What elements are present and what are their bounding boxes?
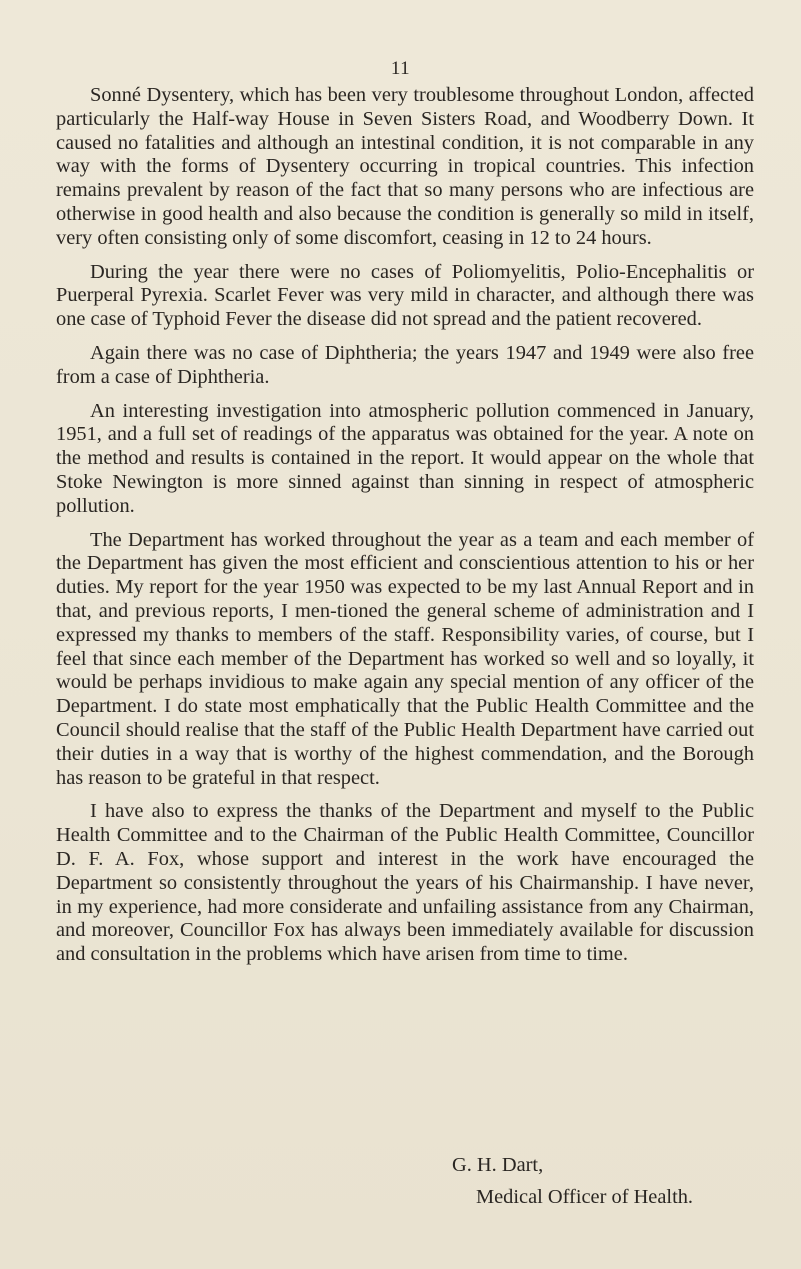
signatory-name: G. H. Dart, (452, 1154, 544, 1176)
paragraph-thanks-committee: I have also to express the thanks of the Department and myself to the Public Health Committee and to the Chairman of the Public Health Committee, Councillor D. F. A. Fox, whose support and interest in the work have encouraged the Department so consistently throughout the years of his Chairmanship. I have never, in my experience, had more considerate and unfailing assistance from any Chairman, and moreover, Councillor Fox has always been immediately available for discussion and consultation in the problems which have arisen from time to time. (56, 800, 754, 966)
paragraph-diphtheria: Again there was no case of Diphtheria; the years 1947 and 1949 were also free from a case of Diphtheria. (56, 341, 754, 388)
paragraph-poliomyelitis: During the year there were no cases of Poliomyelitis, Polio-Encephalitis or Puerperal Pyrexia. Scarlet Fever was very mild in character, and although there was one case of Typhoid Fever the disease did not spread and the patient recovered. (56, 260, 754, 331)
report-body (56, 84, 754, 977)
signature-block (452, 1152, 772, 1210)
paragraph-department-staff: The Department has worked throughout the year as a team and each member of the Department has given the most efficient and conscientious attention to his or her duties. My report for the year 1950 was expected to be my last Annual Report and in that, and previous reports, I men-tioned the general scheme of administration and I expressed my thanks to members of the staff. Responsibility varies, of course, but I feel that since each member of the Department has worked so well and so loyally, it would be perhaps invidious to make again any special mention of any officer of the Department. I do state most emphatically that the Public Health Committee and the Council should realise that the staff of the Public Health Department have carried out their duties in a way that is worthy of the highest commendation, and the Borough has reason to be grateful in that respect. (56, 528, 754, 789)
paragraph-atmospheric-pollution: An interesting investigation into atmospheric pollution commenced in January, 1951, and a full set of readings of the apparatus was obtained for the year. A note on the method and results is contained in the report. It would appear on the whole that Stoke Newington is more sinned against than sinning in respect of atmospheric pollution. (56, 399, 754, 517)
signatory-title: Medical Officer of Health. (476, 1186, 694, 1208)
paragraph-dysentery: Sonné Dysentery, which has been very troublesome throughout London, affected particularly the Half-way House in Seven Sisters Road, and Woodberry Down. It caused no fatalities and although an intestinal condition, it is not comparable in any way with the forms of Dysentery occurring in tropical countries. This infection remains prevalent by reason of the fact that so many persons who are infectious are otherwise in good health and also because the condition is generally so mild in itself, very often consisting only of some discomfort, ceasing in 12 to 24 hours. (56, 84, 754, 249)
page-number: 11 (390, 58, 411, 79)
